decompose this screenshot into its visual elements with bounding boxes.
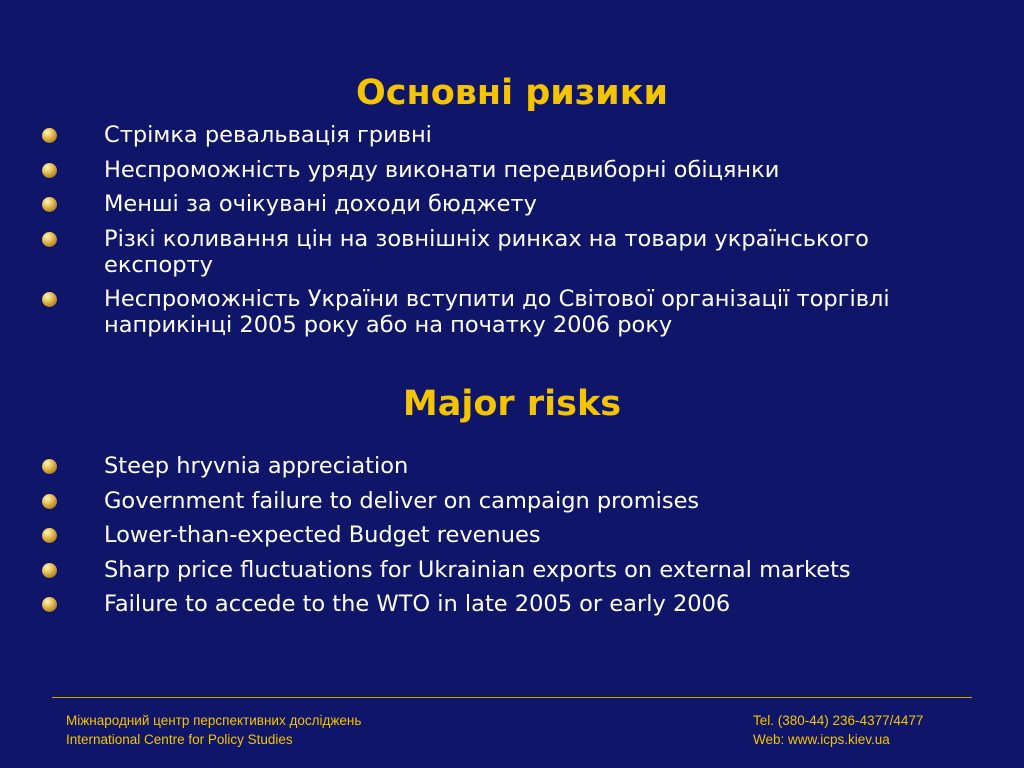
bullet-icon <box>42 459 57 474</box>
bullet-icon <box>42 528 57 543</box>
list-item-text: Менші за очікувані доходи бюджету <box>104 191 537 217</box>
risk-list-english <box>42 453 982 626</box>
title-english: Major risks <box>402 384 622 424</box>
bullet-icon <box>42 163 57 178</box>
bullet-icon <box>42 597 57 612</box>
list-item <box>42 191 982 217</box>
bullet-icon <box>42 232 57 247</box>
list-item <box>42 522 982 548</box>
list-item-text: Lower-than-expected Budget revenues <box>104 522 541 548</box>
list-item-text: Steep hryvnia appreciation <box>104 453 409 479</box>
footer-website: Web: www.icps.kiev.ua <box>753 732 890 747</box>
list-item-text: Неспроможність уряду виконати передвиборні обіцянки <box>104 156 780 183</box>
footer-org-english: International Centre for Policy Studies <box>66 732 293 747</box>
list-item-text: Failure to accede to the WTO in late 2005 or early 2006 <box>104 591 731 617</box>
risk-list-ukrainian <box>42 122 982 347</box>
list-item-text: Government failure to deliver on campaign promises <box>104 487 700 514</box>
list-item <box>42 488 982 514</box>
list-item <box>42 157 982 183</box>
list-item <box>42 122 982 148</box>
list-item <box>42 286 982 338</box>
bullet-icon <box>42 494 57 509</box>
footer-telephone: Tel. (380-44) 236-4377/4477 <box>753 713 924 728</box>
footer-organization <box>66 711 361 749</box>
footer-contacts <box>753 711 923 749</box>
bullet-icon <box>42 197 57 212</box>
list-item <box>42 591 982 617</box>
title-ukrainian: Основні ризики <box>356 73 668 113</box>
list-item <box>42 453 982 479</box>
list-item <box>42 226 982 278</box>
list-item-text: Неспроможність України вступити до Світової організації торгівлі наприкінці 2005 року або на початку 2006 року <box>104 286 890 338</box>
list-item <box>42 557 982 583</box>
list-item-text: Стрімка ревальвація гривні <box>104 122 432 148</box>
list-item-text: Sharp price fluctuations for Ukrainian exports on external markets <box>104 556 851 583</box>
bullet-icon <box>42 128 57 143</box>
bullet-icon <box>42 563 57 578</box>
bullet-icon <box>42 292 57 307</box>
footer-org-ukrainian: Міжнародний центр перспективних досліджень <box>66 713 362 728</box>
list-item-text: Різкі коливання цін на зовнішніх ринках на товари українського експорту <box>104 225 869 278</box>
footer-divider <box>52 697 972 698</box>
